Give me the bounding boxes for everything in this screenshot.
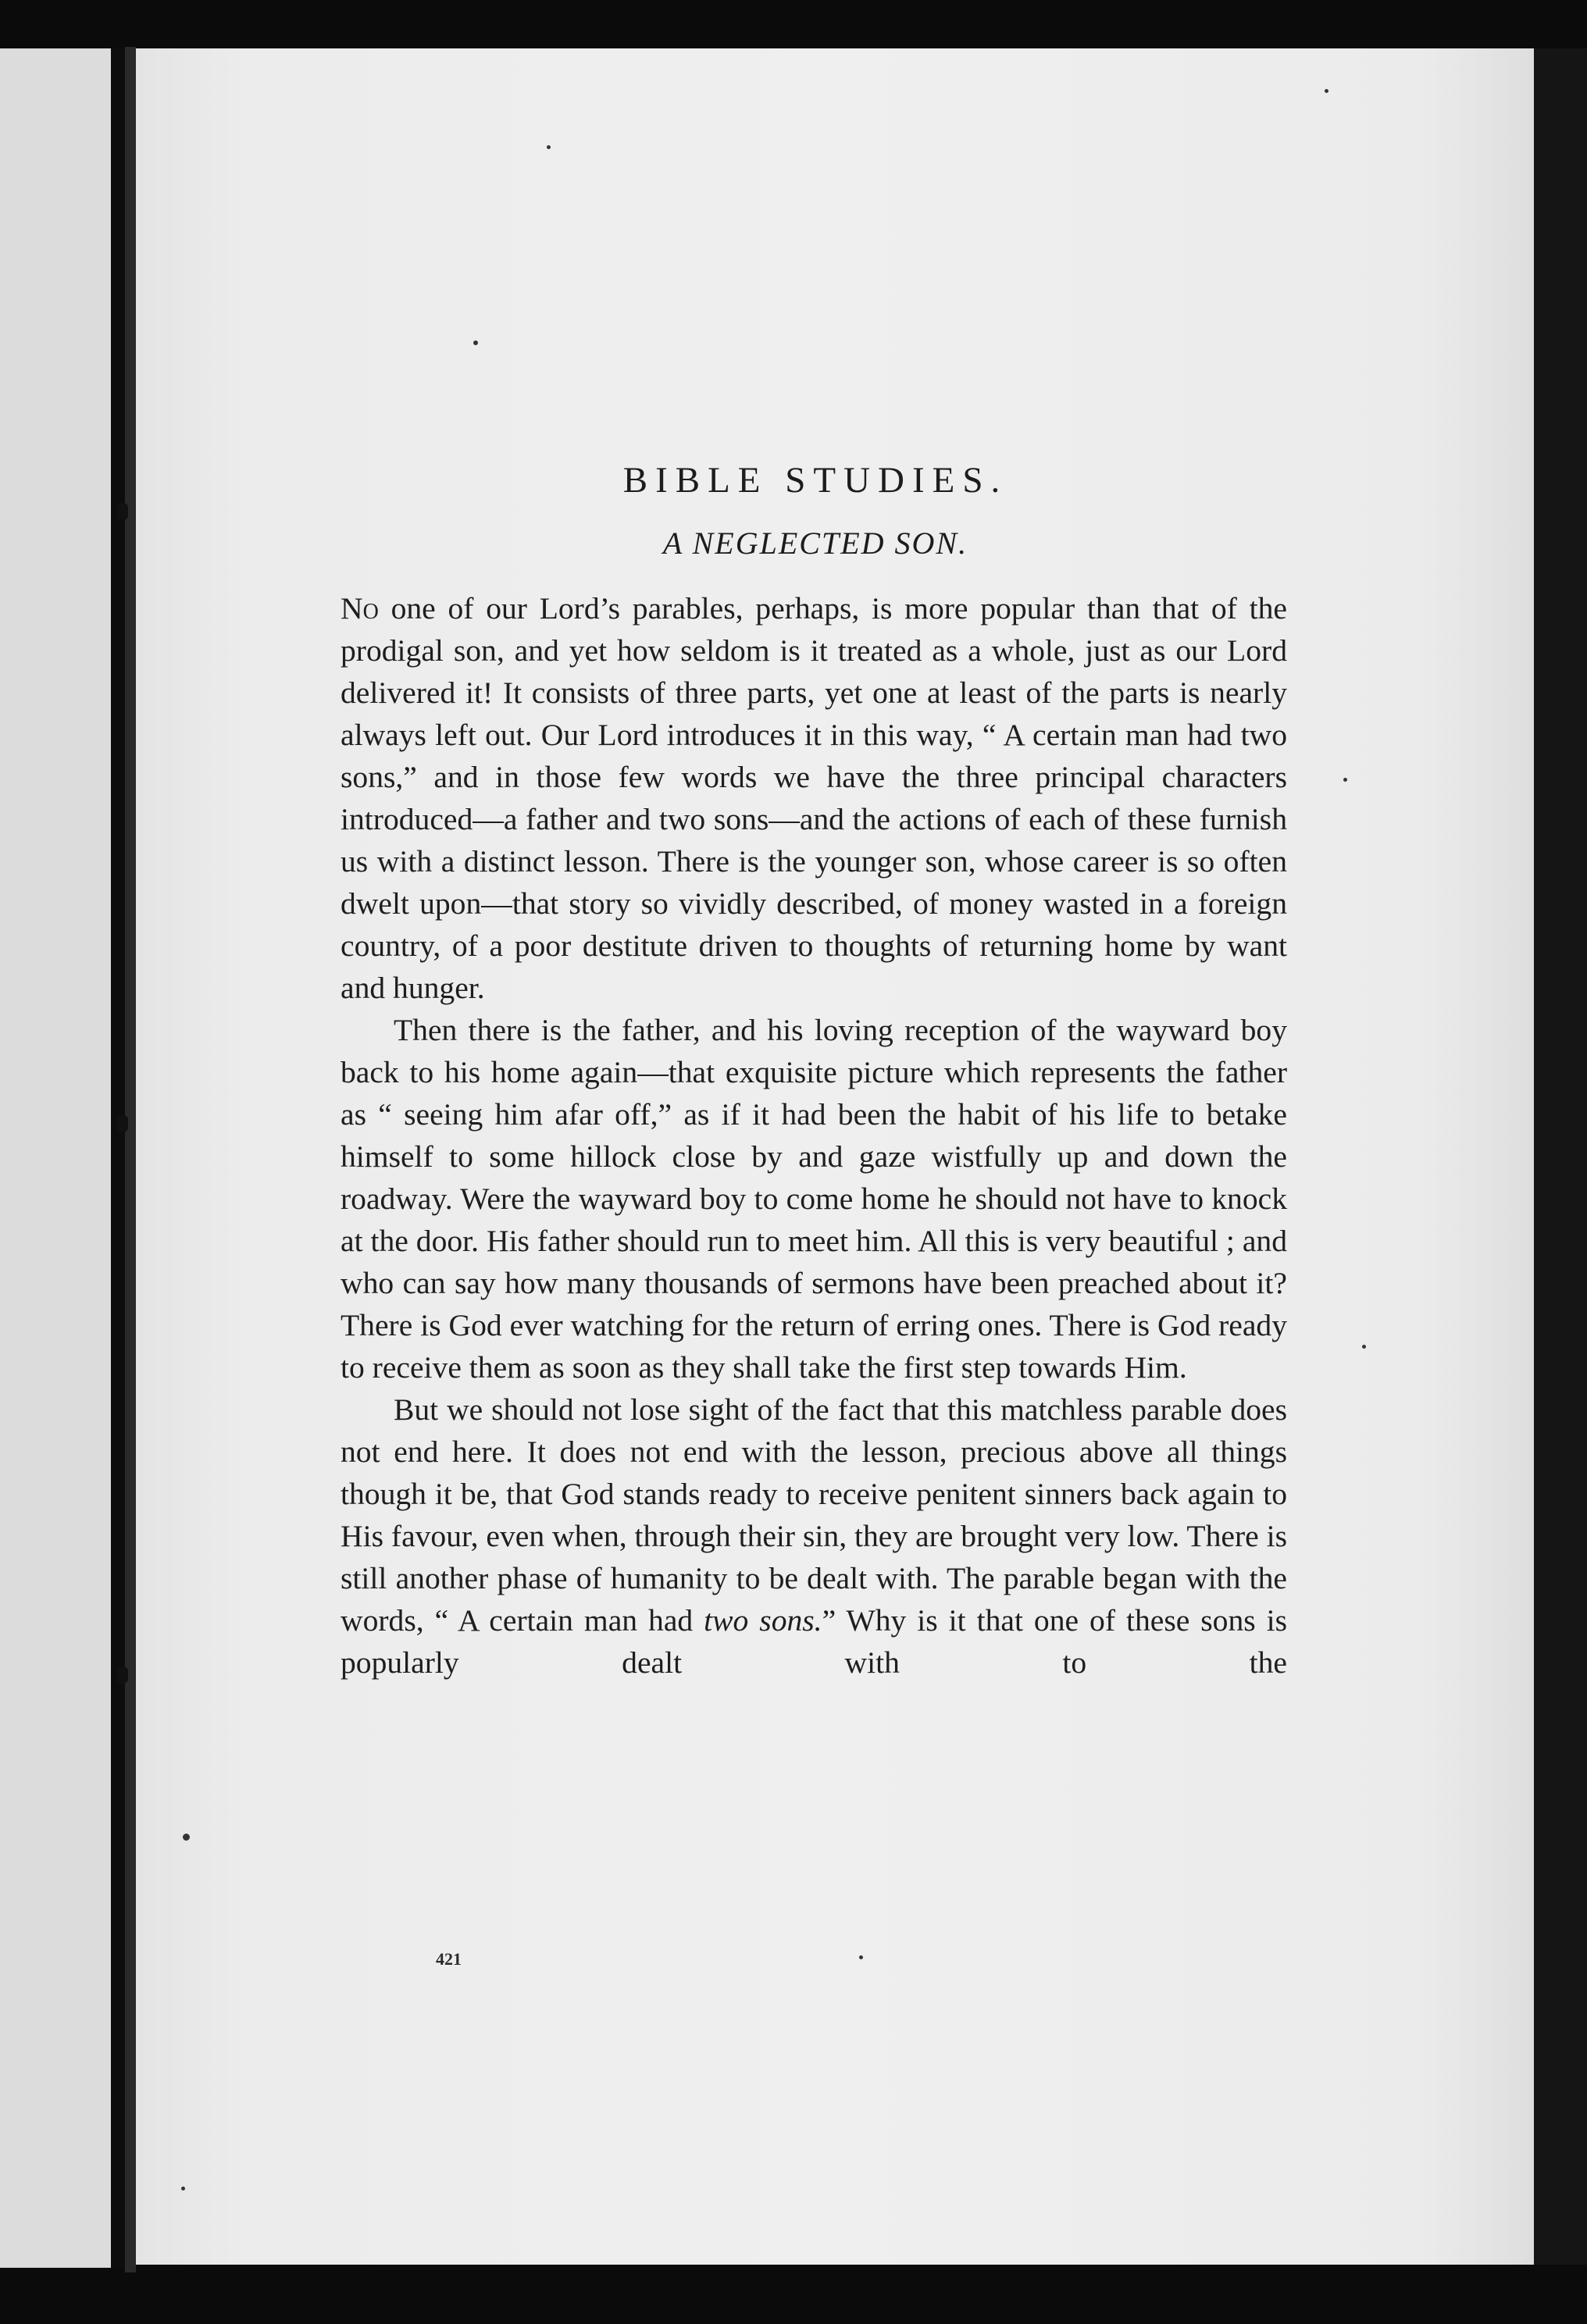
paragraph-lead: No	[341, 591, 379, 626]
paper-speck	[1343, 778, 1347, 782]
paper-speck	[1362, 1345, 1366, 1349]
paragraph-text: one of our Lord’s parables, perhaps, is more popular than that of the prodigal son, and yet how seldom is it treated as a whole, just as our Lord delivered it! It consists of three parts, yet one at least of the parts is nearly always left out. Our Lord introduces it in this way, “ A certain man had two sons,” and in those few words we have the three principal characters introduced—a father and two sons—and the actions of each of these furnish us with a distinct lesson. There is the younger son, whose career is so often dwelt upon—that story so vividly described, of money wasted in a foreign country, of a poor destitute driven to thoughts of returning home by want and hunger.	[341, 591, 1287, 1005]
paper-speck	[181, 2187, 185, 2190]
paper-speck	[183, 1834, 190, 1841]
article-body	[341, 587, 1287, 1684]
paragraph-1	[341, 587, 1287, 1009]
binding-mark	[117, 1666, 128, 1684]
paper-speck	[547, 145, 551, 149]
paragraph-text: But we should not lose sight of the fact that this matchless parable does not end here. It does not end with the lesson, precious above all things though it be, that God stands ready to receive penitent sinners back again to His favour, even when, through their sin, they are brought very low. There is still another phase of humanity to be dealt with. The parable began with the words, “ A certain man had	[341, 1392, 1287, 1638]
binding-edge	[125, 47, 136, 2272]
paper-speck	[473, 340, 478, 345]
italic-phrase: two sons.	[704, 1603, 822, 1638]
article-subtitle: A NEGLECTED SON.	[662, 526, 968, 561]
paragraph-3	[341, 1388, 1287, 1684]
binding-mark	[117, 1115, 128, 1132]
page-number: 421	[436, 1949, 462, 1969]
facing-page	[0, 48, 111, 2268]
page-title: BIBLE STUDIES.	[622, 460, 1008, 501]
paper-speck	[859, 1955, 863, 1959]
paragraph-2	[341, 1009, 1287, 1388]
binding-mark	[117, 503, 128, 520]
paragraph-text: Then there is the father, and his loving reception of the wayward boy back to his home again—that exquisite picture which represents the father as “ seeing him afar off,” as if it had been the habit of his life to betake himself to some hillock close by and gaze wistfully up and down the roadway. Were the wayward boy to come home he should not have to knock at the door. His father should run to meet him. All this is very beautiful ; and who can say how many thousands of sermons have been preached about it? There is God ever watching for the return of erring ones. There is God ready to receive them as soon as they shall take the first step towards Him.	[341, 1013, 1287, 1385]
paper-speck	[1325, 89, 1328, 93]
page-gutter-shadow	[111, 48, 125, 2268]
page-right-edge	[1534, 48, 1587, 2265]
paragraph-text-end: ” Why is it that one of these sons is popularly dealt with to the	[341, 1603, 1288, 1680]
